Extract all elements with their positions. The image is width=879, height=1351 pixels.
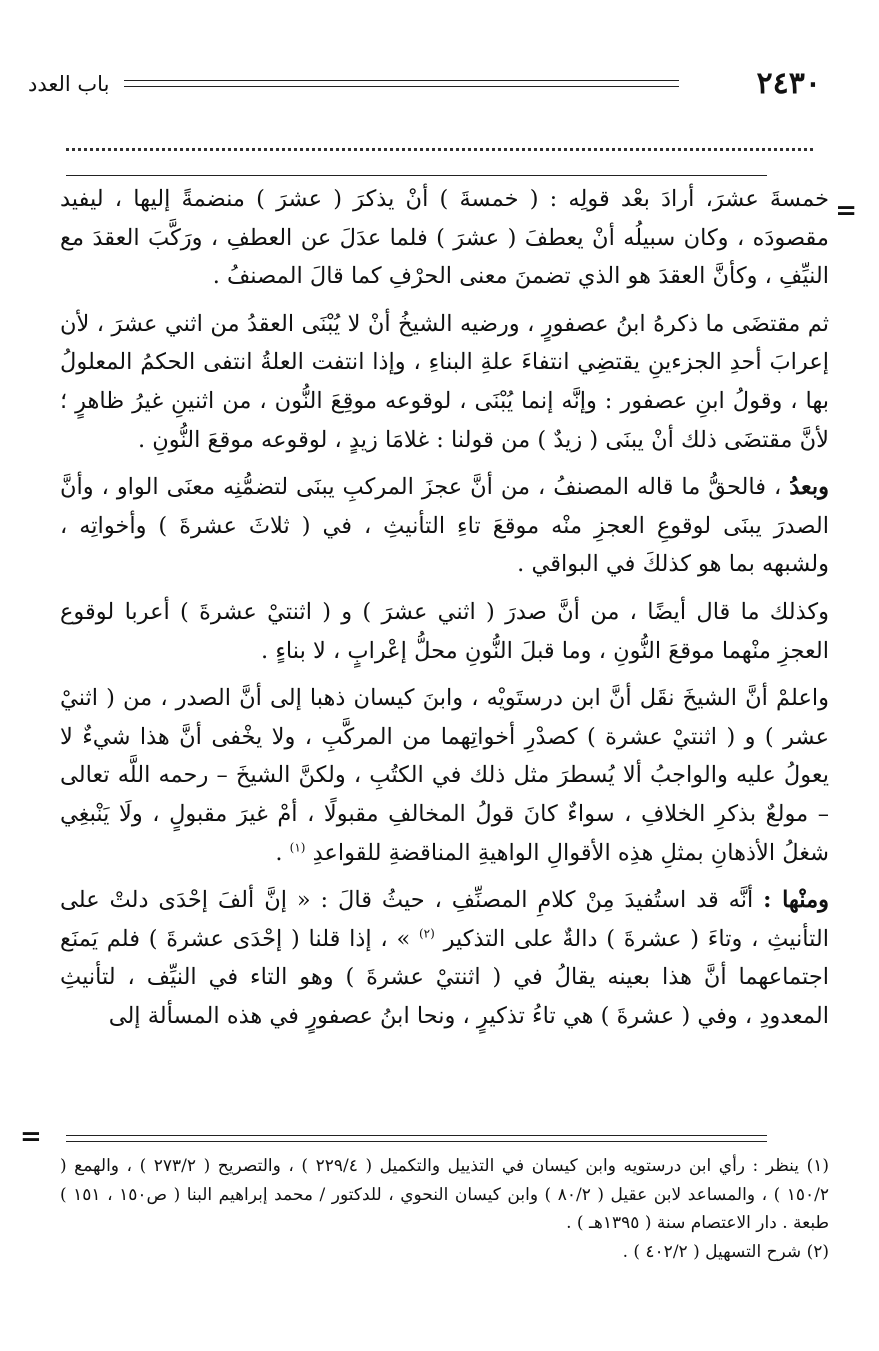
footnote-ref-2[interactable]: (٢) <box>418 926 435 941</box>
footnote-2: (٢) شرح التسهيل ( ٤٠٢/٢ ) . <box>622 1241 829 1262</box>
paragraph-6-end: » ، إذا قلنا ( إحْدَى عشرةَ ) فلم يَمنَع اجتماعهما أنَّ هذا بعينه يقالُ في ( اثنتيْ عشرةَ ) وهو التاء في النيِّف ، لتأنيثِ المعدودِ ، وفي ( عشرةَ ) هي تاءُ تذكيرٍ ، ونحا ابنُ عصفورٍ في هذه المسألة إلى <box>60 925 829 1029</box>
continuation-mark-top: = <box>835 196 857 226</box>
main-text <box>60 180 829 1044</box>
header-double-rule <box>124 80 679 87</box>
footnote-rule <box>66 1135 767 1142</box>
paragraph-1-text: خمسةَ عشرَ، أرادَ بعْد قولِه : ( خمسةَ ) أنْ يذكرَ ( عشرَ ) منضمةً إليها ، ليفيد مقصودَه ، وكان سبيلُه أنْ يعطفَ ( عشرَ ) فلما عدَلَ عن العطفِ ، ورَكَّبَ العقدَ مع النيِّفِ ، وكأنَّ العقدَ هو الذي تضمنَ معنى الحرْفِ كما قالَ المصنفُ . <box>60 186 829 290</box>
paragraph-5 <box>60 679 829 872</box>
paragraph-3-text: ، فالحقُّ ما قاله المصنفُ ، من أنَّ عجزَ المركبِ يبنَى لتضمُّنِه معنَى الواو ، وأنَّ الصدرَ يبنَى لوقوعِ العجزِ منْه موقعَ تاءِ التأنيثِ ، في ( ثلاثَ عشرةَ ) وأخواتِه ، ولشبهه بما هو كذلكَ في البواقي . <box>60 474 829 578</box>
paragraph-6-text: أنَّه قد استُفيدَ مِنْ كلامِ المصنِّفِ ، حيثُ قالَ : « إنَّ ألفَ إحْدَى دلتْ على التأنيثِ ، وتاءَ ( عشرةَ ) دالةٌ على التذكير <box>60 887 830 952</box>
page-header <box>28 68 821 100</box>
paragraph-6 <box>60 881 829 1035</box>
paragraph-2 <box>60 305 829 459</box>
paragraph-6-lead: ومنْها : <box>763 887 829 914</box>
continuation-mark-bottom: = <box>20 1122 42 1152</box>
dotted-separator <box>66 148 813 151</box>
footnote-ref-1[interactable]: (١) <box>289 840 306 854</box>
paragraph-1 <box>60 180 829 296</box>
page-number: ٢٤٣٠ <box>756 66 821 101</box>
top-rule <box>66 175 767 176</box>
footnotes <box>60 1152 829 1266</box>
paragraph-5-text: واعلمْ أنَّ الشيخَ نقَل أنَّ ابن درستَويْه ، وابنَ كيسان ذهبا إلى أنَّ الصدر ، من ( اثنيْ عشر ) و ( اثنتيْ عشرة ) كصدْرِ أخواتِهما من المركَّبِ ، ولا يخْفى أنَّ هذا شيءٌ لا يعولُ عليه والواجبُ ألا يُسطرَ مثل ذلك في الكتُبِ ، ولكنَّ الشيخَ – رحمه اللَّه تعالى – مولعٌ بذكرِ الخلافِ ، سواءٌ كانَ قولُ المخالفِ مقبولًا ، أمْ غيرَ مقبولٍ ، ولَا يَنْبغِي شغلُ الأذهانِ بمثلِ هذِه الأقوالِ الواهيةِ المناقضةِ للقواعدِ <box>60 685 829 866</box>
paragraph-3-lead: وبعدُ <box>789 474 830 501</box>
paragraph-3 <box>60 468 829 584</box>
footnote-1: (١) ينظر : رأي ابن درستويه وابن كيسان في التذييل والتكميل ( ٢٢٩/٤ ) ، والتصريح ( ٢٧٣/٢ ) ، والهمع ( ١٥٠/٢ ) ، والمساعد لابن عقيل ( ٨٠/٢ ) وابن كيسان النحوي ، للدكتور / محمد إبراهيم البنا ( ص١٥٠ ، ١٥١ ) طبعة . دار الاعتصام سنة ( ١٣٩٥هـ ) . <box>60 1156 830 1233</box>
paragraph-4-text: وكذلك ما قال أيضًا ، من أنَّ صدرَ ( اثني عشرَ ) و ( اثنتيْ عشرةَ ) أعربا لوقوع العجزِ منْهما موقعَ النُّونِ ، وما قبلَ النُّونِ محلُّ إعْرابٍ ، لا بناءٍ . <box>60 598 829 664</box>
paragraph-2-text: ثم مقتضَى ما ذكرهُ ابنُ عصفورٍ ، ورضيه الشيخُ أنْ لا يُبْنَى العقدُ من اثني عشرَ ، لأن إعرابَ أحدِ الجزءينِ يقتضِي انتفاءَ علةِ البناءِ ، وإذا انتفت العلةُ انتفى الحكمُ المعلولُ بها ، وقولُ ابنِ عصفور : وإنَّه إنما يُبْنَى ، لوقوعه موقِعَ النُّون ، من اثنينِ غيرُ ظاهرٍ ؛ لأنَّ مقتضَى ذلك أنْ يبنَى ( زيدٌ ) من قولنا : غلامَا زيدٍ ، لوقوعه موقعَ النُّونِ . <box>60 310 829 453</box>
paragraph-4 <box>60 593 829 670</box>
paragraph-5-end: . <box>275 839 283 866</box>
chapter-title: باب العدد <box>28 72 110 96</box>
